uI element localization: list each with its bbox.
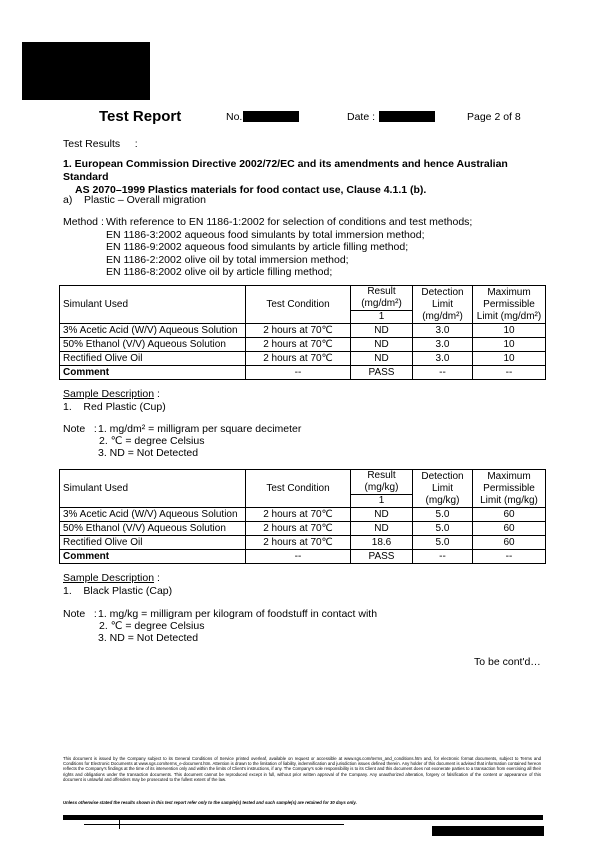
- table-row: [60, 338, 546, 352]
- cell-comment-condition: --: [246, 550, 351, 564]
- col-header-max-line: Maximum: [487, 470, 531, 482]
- cell-detection-limit: 3.0: [413, 324, 473, 338]
- method-label: Method :: [63, 216, 104, 228]
- sample-description-colon: :: [154, 572, 160, 584]
- continued-note: To be cont'd…: [474, 656, 541, 668]
- cell-comment-max: --: [473, 550, 546, 564]
- table-row: [60, 352, 546, 366]
- col-header-simulant: Simulant Used: [60, 286, 246, 324]
- col-header-detection-unit: (mg/kg): [425, 494, 460, 506]
- note-item: 3. ND = Not Detected: [98, 447, 199, 459]
- report-number-label: No.: [226, 111, 243, 123]
- cell-condition: 2 hours at 70℃: [246, 324, 351, 338]
- col-header-max-limit: [473, 470, 546, 508]
- sample-description-item: 1. Black Plastic (Cap): [63, 585, 173, 597]
- comment-row: [60, 550, 546, 564]
- cell-comment-max: --: [473, 366, 546, 380]
- col-header-detection-line: Detection: [421, 470, 464, 482]
- cell-max-limit: 60: [473, 536, 546, 550]
- method-line: EN 1186-9:2002 aqueous food simulants by article filling method;: [106, 241, 409, 253]
- cell-detection-limit: 3.0: [413, 338, 473, 352]
- cell-result: ND: [351, 324, 413, 338]
- overall-migration-table-cup: [59, 285, 546, 380]
- table-row: [60, 508, 546, 522]
- table-row: [60, 324, 546, 338]
- cell-result: 18.6: [351, 536, 413, 550]
- note-list-2: [98, 608, 377, 644]
- method-text: [106, 216, 472, 279]
- footer-disclaimer: This document is issued by the Company subject to its General Conditions of Service printed overleaf, available on request or accessible at www.sgs.com/terms_and_conditions.htm and, for electronic format documents, subject to Terms and Conditions for Electronic Documents at www.sgs.com/terms_e-document.htm. Attention is drawn to the limitation of liability, indemnification and jurisdiction issues defined therein. Any holder of this document is advised that information contained hereon reflects the Company's findings at the time of its intervention only and within the limits of Client's instructions, if any. The Company's sole responsibility is to its Client and this document does not exonerate parties to a transaction from exercising all their rights and obligations under the transaction documents. This document cannot be reproduced except in full, without prior written approval of the Company. Any unauthorized alteration, forgery or falsification of the content or appearance of this document is unlawful and offenders may be prosecuted to the fullest extent of the law.: [63, 756, 541, 782]
- method-line: EN 1186-2:2002 olive oil by total immersion method;: [106, 253, 349, 266]
- col-header-condition: Test Condition: [246, 470, 351, 508]
- col-header-max-line: Permissible: [483, 298, 535, 310]
- cell-comment-condition: --: [246, 366, 351, 380]
- col-header-detection-line: Detection: [421, 286, 464, 298]
- redacted-report-date: [379, 111, 435, 122]
- cell-max-limit: 10: [473, 338, 546, 352]
- col-header-result-index: 1: [351, 495, 413, 508]
- cell-max-limit: 60: [473, 522, 546, 536]
- note-label-1: Note :: [63, 423, 97, 435]
- col-header-result-line: Result: [367, 470, 396, 481]
- col-header-result: [351, 286, 413, 311]
- col-header-detection-limit: [413, 286, 473, 324]
- col-header-condition: Test Condition: [246, 286, 351, 324]
- sample-description-colon: :: [154, 388, 160, 400]
- col-header-detection-line: Limit: [431, 482, 454, 494]
- cell-comment-result: PASS: [351, 366, 413, 380]
- cell-result: ND: [351, 338, 413, 352]
- cell-detection-limit: 5.0: [413, 536, 473, 550]
- cell-condition: 2 hours at 70℃: [246, 508, 351, 522]
- cell-simulant: 50% Ethanol (V/V) Aqueous Solution: [60, 338, 246, 352]
- col-header-result: [351, 470, 413, 495]
- note-label-2: Note :: [63, 608, 97, 620]
- sample-description-1: [63, 388, 166, 414]
- col-header-max-unit: Limit (mg/kg): [480, 494, 538, 506]
- sample-description-label: Sample Description: [63, 388, 155, 400]
- col-header-detection-limit: [413, 470, 473, 508]
- redacted-footer-info: [432, 826, 544, 836]
- footer-thin-line: [84, 824, 344, 825]
- cell-simulant: 3% Acetic Acid (W/V) Aqueous Solution: [60, 324, 246, 338]
- col-header-result-line: Result: [367, 286, 396, 297]
- section-heading-line1: 1. European Commission Directive 2002/72/EC and its amendments and hence Australian Standard: [63, 158, 508, 183]
- method-line: With reference to EN 1186-1:2002 for selection of conditions and test methods;: [106, 216, 473, 228]
- col-header-result-index: 1: [351, 311, 413, 324]
- cell-simulant: 50% Ethanol (V/V) Aqueous Solution: [60, 522, 246, 536]
- col-header-result-unit: (mg/kg): [364, 482, 399, 493]
- cell-condition: 2 hours at 70℃: [246, 536, 351, 550]
- cell-max-limit: 10: [473, 324, 546, 338]
- report-title: Test Report: [99, 108, 182, 125]
- col-header-detection-unit: (mg/dm²): [422, 310, 463, 322]
- section-subheading: a) Plastic – Overall migration: [63, 194, 206, 206]
- test-results-label: Test Results :: [63, 138, 138, 150]
- table-row: [60, 536, 546, 550]
- cell-detection-limit: 5.0: [413, 522, 473, 536]
- cell-max-limit: 10: [473, 352, 546, 366]
- redacted-report-number: [243, 111, 299, 122]
- footer-retention-note: Unless otherwise stated the results shown in this test report refer only to the sample(s) tested and such sample(s) are retained for 30 days only.: [63, 800, 357, 805]
- method-line: EN 1186-8:2002 olive oil by article filling method;: [106, 266, 333, 278]
- cell-max-limit: 60: [473, 508, 546, 522]
- note-item: 2. ℃ = degree Celsius: [99, 620, 205, 632]
- sample-description-label: Sample Description: [63, 572, 155, 584]
- col-header-max-unit: Limit (mg/dm²): [476, 310, 542, 322]
- cell-result: ND: [351, 508, 413, 522]
- col-header-result-unit: (mg/dm²): [361, 298, 402, 309]
- note-item: 2. ℃ = degree Celsius: [99, 435, 205, 447]
- footer-bar: [63, 815, 543, 820]
- col-header-max-line: Permissible: [483, 482, 535, 494]
- cell-condition: 2 hours at 70℃: [246, 352, 351, 366]
- comment-row: [60, 366, 546, 380]
- cell-condition: 2 hours at 70℃: [246, 338, 351, 352]
- col-header-detection-line: Limit: [431, 298, 454, 310]
- sample-description-item: 1. Red Plastic (Cup): [63, 401, 166, 413]
- note-list-1: [98, 423, 301, 459]
- col-header-max-limit: [473, 286, 546, 324]
- section-heading-line2: AS 2070–1999 Plastics materials for food contact use, Clause 4.1.1 (b).: [75, 184, 427, 196]
- table-row: [60, 522, 546, 536]
- cell-detection-limit: 5.0: [413, 508, 473, 522]
- cell-result: ND: [351, 522, 413, 536]
- cell-comment-label: Comment: [60, 550, 246, 564]
- page-number: Page 2 of 8: [467, 111, 521, 123]
- cell-detection-limit: 3.0: [413, 352, 473, 366]
- cell-result: ND: [351, 352, 413, 366]
- sample-description-2: [63, 572, 172, 598]
- redacted-logo: [22, 42, 150, 100]
- note-item: 3. ND = Not Detected: [98, 632, 199, 644]
- cell-comment-label: Comment: [60, 366, 246, 380]
- col-header-max-line: Maximum: [487, 286, 531, 298]
- cell-simulant: Rectified Olive Oil: [60, 352, 246, 366]
- overall-migration-table-cap: [59, 469, 546, 564]
- section-heading: [63, 158, 553, 197]
- method-line: EN 1186-3:2002 aqueous food simulants by total immersion method;: [106, 228, 425, 241]
- report-date-label: Date :: [347, 111, 376, 123]
- cell-simulant: 3% Acetic Acid (W/V) Aqueous Solution: [60, 508, 246, 522]
- cell-comment-limit: --: [413, 366, 473, 380]
- col-header-simulant: Simulant Used: [60, 470, 246, 508]
- cell-simulant: Rectified Olive Oil: [60, 536, 246, 550]
- cell-condition: 2 hours at 70℃: [246, 522, 351, 536]
- cell-comment-limit: --: [413, 550, 473, 564]
- cell-comment-result: PASS: [351, 550, 413, 564]
- note-item: 1. mg/dm² = milligram per square decimeter: [98, 423, 302, 435]
- note-item: 1. mg/kg = milligram per kilogram of foodstuff in contact with: [98, 608, 378, 620]
